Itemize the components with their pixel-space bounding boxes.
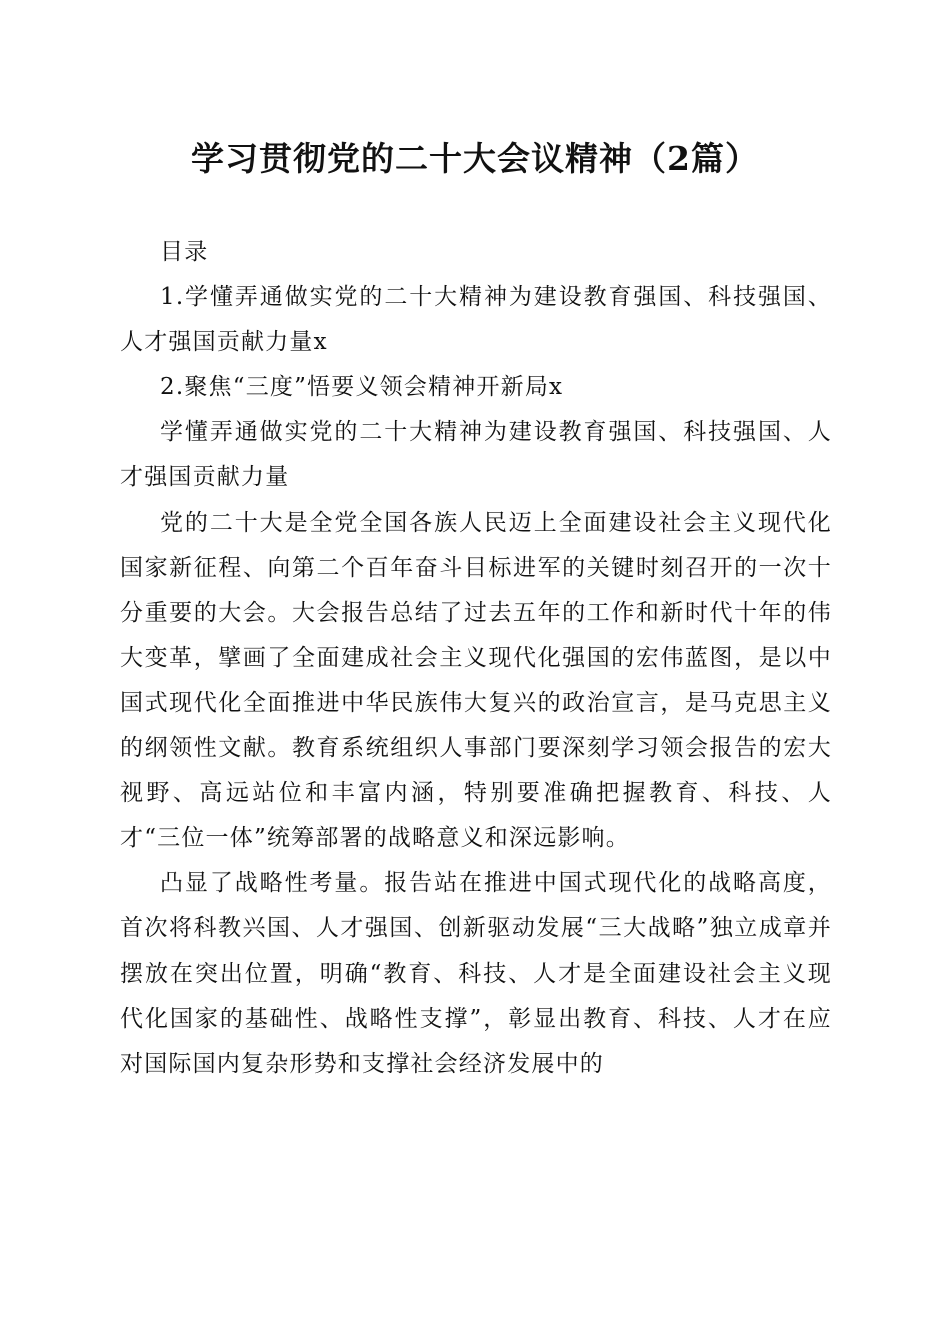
section-heading: 学懂弄通做实党的二十大精神为建设教育强国、科技强国、人才强国贡献力量 [120, 419, 832, 491]
toc-item-1[interactable]: 1.学懂弄通做实党的二十大精神为建设教育强国、科技强国、人才强国贡献力量x [120, 284, 832, 356]
document-title: 学习贯彻党的二十大会议精神（2篇） [191, 139, 759, 178]
toc-item-2[interactable]: 2.聚焦“三度”悟要义领会精神开新局x [160, 374, 564, 401]
toc-heading: 目录 [160, 239, 209, 265]
document-body [120, 230, 832, 1087]
body-paragraph-1: 党的二十大是全党全国各族人民迈上全面建设社会主义现代化国家新征程、向第二个百年奋斗目标进军的关键时刻召开的一次十分重要的大会。大会报告总结了过去五年的工作和新时代十年的伟大变革，擘画了全面建成社会主义现代化强国的宏伟蓝图，是以中国式现代化全面推进中华民族伟大复兴的政治宣言，是马克思主义的纲领性文献。教育系统组织人事部门要深刻学习领会报告的宏大视野、高远站位和丰富内涵，特别要准确把握教育、科技、人才“三位一体”统筹部署的战略意义和深远影响。 [120, 509, 832, 852]
body-paragraph-2: 凸显了战略性考量。报告站在推进中国式现代化的战略高度，首次将科教兴国、人才强国、创新驱动发展“三大战略”独立成章并摆放在突出位置，明确“教育、科技、人才是全面建设社会主义现代化国家的基础性、战略性支撑”，彰显出教育、科技、人才在应对国际国内复杂形势和支撑社会经济发展中的 [120, 870, 832, 1077]
